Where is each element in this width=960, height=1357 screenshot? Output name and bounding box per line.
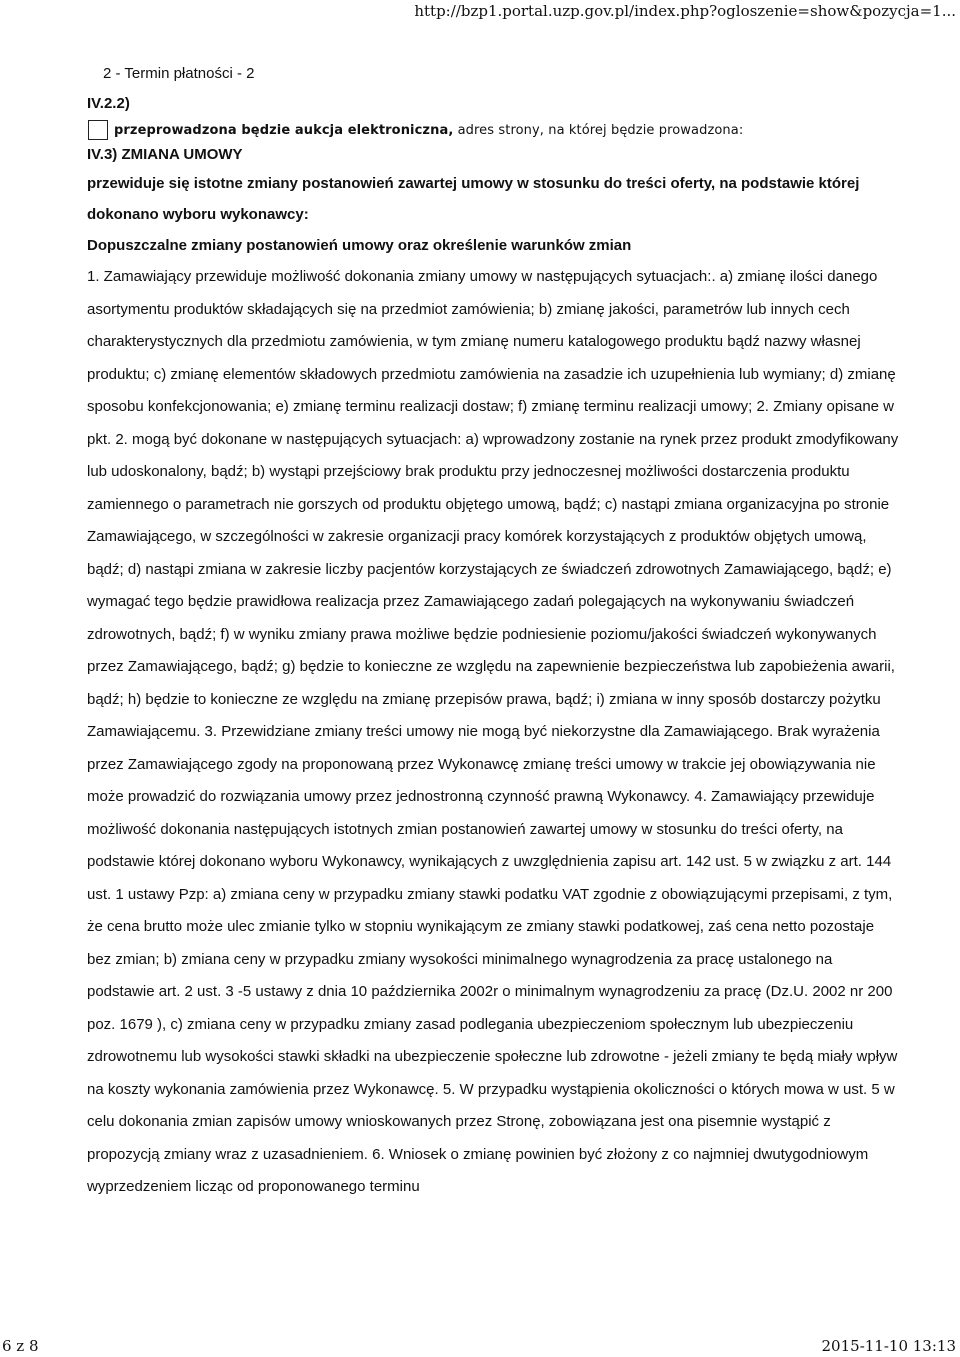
page-url-header: http://bzp1.portal.uzp.gov.pl/index.php?ogloszenie=show&pozycja=1... <box>414 2 956 20</box>
payment-term-line: 2 - Termin płatności - 2 <box>103 65 255 82</box>
section-label-iv-2-2: IV.2.2) <box>87 95 130 112</box>
contract-changes-intro: przewiduje się istotne zmiany postanowień zawartej umowy w stosunku do treści oferty, na podstawie której dokonano wyboru wykonawcy: <box>87 175 860 223</box>
section-title-iv-3: IV.3) ZMIANA UMOWY <box>87 146 243 163</box>
document-content <box>87 63 902 1204</box>
auction-option-bold: przeprowadzona będzie aukcja elektroniczna, <box>114 122 454 138</box>
page-number: 6 z 8 <box>2 1337 39 1355</box>
contract-changes-body: 1. Zamawiający przewiduje możliwość dokonania zmiany umowy w następujących sytuacjach:. a) zmianę ilości danego asortymentu produktów składających się na przedmiot zamówienia; b) zmianę jakości, parametrów lub innych cech charakterystycznych dla przedmiotu zamówienia, w tym zmianę numeru katalogowego produktu bądź nazwy własnej produktu; c) zmianę elementów składowych przedmiotu zamówienia na zasadzie ich uzupełnienia lub wymiany; d) zmianę sposobu konfekcjonowania; e) zmianę terminu realizacji dostaw; f) zmianę terminu realizacji umowy; 2. Zmiany opisane w pkt. 2. mogą być dokonane w następujących sytuacjach: a) wprowadzony zostanie na rynek przez produkt zmodyfikowany lub udoskonalony, bądź; b) wystąpi przejściowy brak produktu przy jednoczesnej możliwości dostarczenia produktu zamiennego o parametrach nie gorszych od produktu objętego umową, bądź; c) nastąpi zmiana organizacyjna po stronie Zamawiającego, w szczególności w zakresie organizacji pracy komórek korzystających z produktów objętych umową, bądź; d) nastąpi zmiana w zakresie liczby pacjentów korzystających ze świadczeń zdrowotnych Zamawiającego, bądź; e) wymagać tego będzie prawidłowa realizacja przez Zamawiającego zadań polegających na wykonywaniu świadczeń zdrowotnych, bądź; f) w wyniku zmiany prawa możliwe będzie podniesienie poziomu/jakości świadczeń wykonywanych przez Zamawiającego, bądź; g) będzie to konieczne ze względu na zapewnienie bezpieczeństwa lub zapobieżenia awarii, bądź; h) będzie to konieczne ze względu na zmianę przepisów prawa, bądź; i) zmiana w inny sposób dostarczy pożytku Zamawiającemu. 3. Przewidziane zmiany treści umowy nie mogą być niekorzystne dla Zamawiającego. Brak wyrażenia przez Zamawiającego zgody na proponowaną przez Wykonawcę zmianę treści umowy w trakcie jej obowiązywania nie może prowadzić do rozwiązania umowy przez jednostronną czynność prawną Wykonawcy. 4. Zamawiający przewiduje możliwość dokonania następujących istotnych zmian postanowień zawartej umowy w stosunku do treści oferty, na podstawie której dokonano wyboru Wykonawcy, wynikających z uwzględnienia zapisu art. 142 ust. 5 w związku z art. 144 ust. 1 ustawy Pzp: a) zmiana ceny w przypadku zmiany stawki podatku VAT zgodnie z obowiązującymi przepisami, z tym, że cena brutto może ulec zmianie tylko w stopniu wynikającym ze zmiany stawki podatkowej, zaś cena netto pozostaje bez zmian; b) zmiana ceny w przypadku zmiany wysokości minimalnego wynagrodzenia za pracę ustalonego na podstawie art. 2 ust. 3 -5 ustawy z dnia 10 października 2002r o minimalnym wynagrodzeniu za pracę (Dz.U. 2002 nr 200 poz. 1679 ), c) zmiana ceny w przypadku zmiany zasad podlegania ubezpieczeniom społecznym lub ubezpieczeniu zdrowotnemu lub wysokości stawki składki na ubezpieczenie społeczne lub zdrowotne - jeżeli zmiany te będą miały wpływ na koszty wykonania zamówienia przez Wykonawcę. 5. W przypadku wystąpienia okoliczności o których mowa w ust. 5 w celu dokonania zmian zapisów umowy wnioskowanych przez Stronę, zobowiązana jest ona pisemnie wystąpić z propozycją zmiany wraz z uzasadnieniem. 6. Wniosek o zmianę powinien być złożony z co najmniej dwutygodniowym wyprzedzeniem licząc od proponowanego terminu <box>87 268 899 1195</box>
auction-option-row <box>87 117 902 143</box>
print-timestamp: 2015-11-10 13:13 <box>821 1337 956 1355</box>
auction-option-rest: adres strony, na której będzie prowadzona: <box>453 122 744 138</box>
contract-changes-heading: Dopuszczalne zmiany postanowień umowy oraz określenie warunków zmian <box>87 237 632 254</box>
auction-option-text <box>114 123 743 138</box>
auction-checkbox[interactable] <box>88 120 108 140</box>
